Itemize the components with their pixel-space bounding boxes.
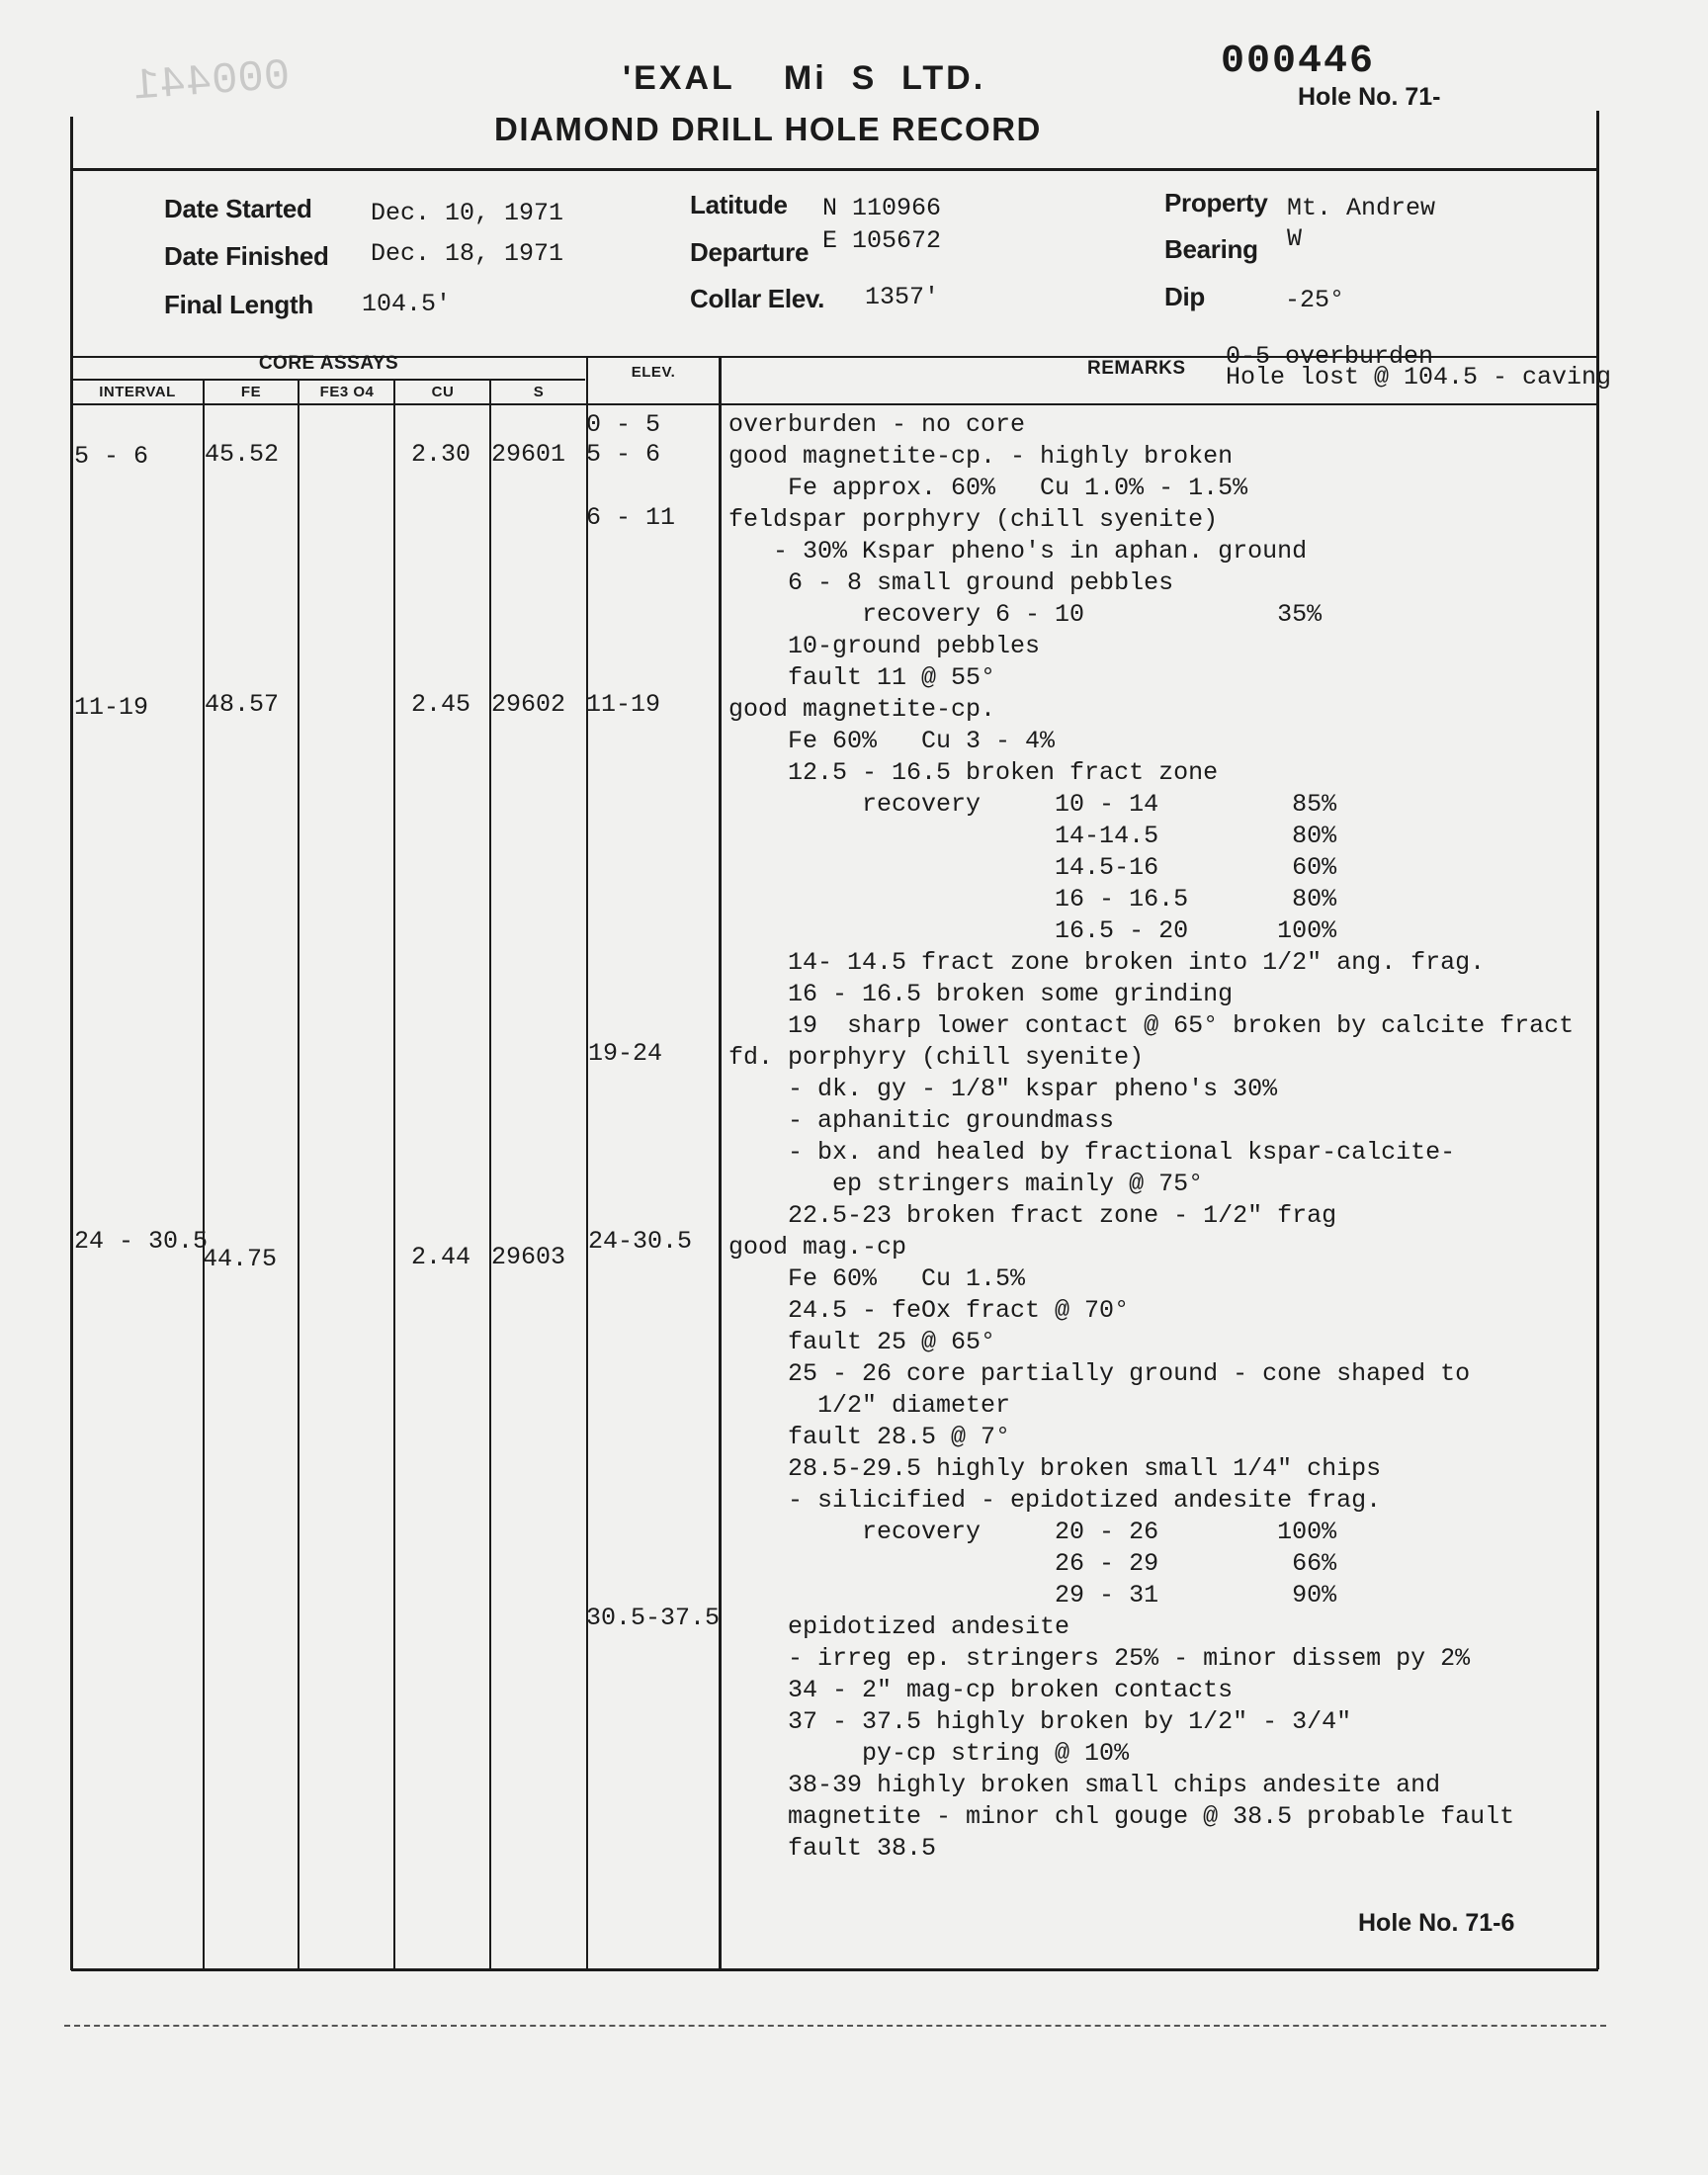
date-finished-value: Dec. 18, 1971 (371, 239, 564, 268)
final-length-value: 104.5' (362, 290, 452, 318)
remarks-line: 14- 14.5 fract zone broken into 1/2" ang. frag. (728, 948, 1486, 977)
cu-column-header: CU (431, 384, 455, 400)
divider-interval-fe (203, 381, 205, 1968)
remarks-line: 34 - 2" mag-cp broken contacts (728, 1676, 1234, 1704)
elevation-cell: 19-24 (588, 1039, 663, 1068)
divider-fe3o4-cu (393, 381, 395, 1968)
elevation-cell: 6 - 11 (586, 503, 676, 532)
remarks-line: 14.5-16 60% (728, 853, 1337, 882)
hole-number-footer: Hole No. 71-6 (1358, 1909, 1515, 1937)
remarks-line: fault 25 @ 65° (728, 1328, 996, 1356)
core-assays-rule (71, 379, 585, 381)
remarks-line: 28.5-29.5 highly broken small 1/4" chips (728, 1454, 1382, 1483)
cu-cell: 2.30 (411, 440, 471, 469)
fe-cell: 44.75 (203, 1245, 278, 1273)
core-assays-heading: CORE ASSAYS (258, 353, 399, 374)
remarks-line: fault 28.5 @ 7° (728, 1423, 1011, 1451)
column-header-rule (71, 403, 1598, 405)
elev-column-header: ELEV. (631, 364, 676, 381)
s-cell: 29603 (491, 1243, 566, 1271)
remarks-line: ep stringers mainly @ 75° (728, 1170, 1204, 1198)
remarks-line: 14-14.5 80% (728, 822, 1337, 850)
remarks-line: 16 - 16.5 broken some grinding (728, 980, 1234, 1008)
remarks-line: fault 11 @ 55° (728, 663, 996, 692)
collar-elevation-label: Collar Elev. (690, 284, 825, 313)
dip-value: -25° (1285, 286, 1345, 314)
elevation-cell: 24-30.5 (588, 1227, 693, 1256)
elevation-cell: 0 - 5 (586, 410, 661, 439)
s-column-header: S (533, 384, 545, 400)
cu-cell: 2.44 (411, 1243, 471, 1271)
divider-fe-fe3o4 (298, 381, 299, 1968)
remarks-line: fd. porphyry (chill syenite) (728, 1043, 1145, 1072)
remarks-line: recovery 10 - 14 85% (728, 790, 1337, 819)
interval-column-header: INTERVAL (99, 384, 176, 400)
s-cell: 29601 (491, 440, 566, 469)
remarks-line: overburden - no core (728, 410, 1026, 439)
cu-cell: 2.45 (411, 690, 471, 719)
faint-doc-number: 000441 (131, 51, 292, 113)
interval-cell: 24 - 30.5 (74, 1227, 209, 1256)
date-started-label: Date Started (164, 194, 312, 223)
s-cell: 29602 (491, 690, 566, 719)
fe-column-header: FE (240, 384, 262, 400)
remarks-line: - aphanitic groundmass (728, 1106, 1115, 1135)
latitude-label: Latitude (690, 190, 788, 219)
header-rule (71, 168, 1598, 171)
divider-elev-remarks (719, 356, 722, 1968)
remarks-line: - dk. gy - 1/8" kspar pheno's 30% (728, 1075, 1278, 1103)
remarks-line: magnetite - minor chl gouge @ 38.5 probable fault (728, 1802, 1515, 1831)
remarks-line: 22.5-23 broken fract zone - 1/2" frag (728, 1201, 1337, 1230)
hole-number-header: Hole No. 71- (1298, 83, 1441, 111)
interval-cell: 11-19 (74, 693, 149, 722)
remarks-line: 25 - 26 core partially ground - cone shaped to (728, 1359, 1471, 1388)
remarks-line: 29 - 31 90% (728, 1581, 1337, 1610)
interval-cell: 5 - 6 (74, 442, 149, 471)
frame-bottom (71, 1968, 1598, 1971)
remarks-line: recovery 20 - 26 100% (728, 1518, 1337, 1546)
remarks-line: - silicified - epidotized andesite frag. (728, 1486, 1382, 1515)
divider-s-elev (586, 356, 588, 1968)
elevation-cell: 5 - 6 (586, 440, 661, 469)
elevation-cell: 11-19 (586, 690, 661, 719)
remarks-line: 26 - 29 66% (728, 1549, 1337, 1578)
remarks-line: Fe 60% Cu 3 - 4% (728, 727, 1056, 755)
remarks-column-header: REMARKS (1087, 358, 1186, 379)
date-finished-label: Date Finished (164, 241, 329, 271)
dip-label: Dip (1164, 282, 1205, 311)
property-value: Mt. Andrew (1287, 194, 1436, 222)
remarks-line: 12.5 - 16.5 broken fract zone (728, 758, 1219, 787)
remarks-line: 38-39 highly broken small chips andesite and (728, 1771, 1441, 1799)
remarks-line: 16 - 16.5 80% (728, 885, 1337, 914)
remarks-line: fault 38.5 (728, 1834, 937, 1863)
property-label: Property (1164, 188, 1268, 218)
company-name: 'EXAL Mi S LTD. (623, 59, 986, 97)
fe-cell: 45.52 (205, 440, 280, 469)
collar-elevation-value: 1357' (865, 283, 940, 311)
bottom-dashed-rule (64, 2025, 1606, 2027)
departure-value: E 105672 (822, 226, 942, 255)
divider-cu-s (489, 381, 491, 1968)
remarks-line: good magnetite-cp. (728, 695, 996, 724)
bearing-label: Bearing (1164, 234, 1258, 264)
remarks-line: 10-ground pebbles (728, 632, 1041, 660)
remarks-line: - 30% Kspar pheno's in aphan. ground (728, 537, 1308, 566)
remarks-line: Fe 60% Cu 1.5% (728, 1264, 1026, 1293)
remarks-note-overburden: 0-5 overburden (1226, 342, 1434, 371)
remarks-line: 6 - 8 small ground pebbles (728, 568, 1174, 597)
date-started-value: Dec. 10, 1971 (371, 199, 564, 227)
latitude-value: N 110966 (822, 194, 942, 222)
remarks-line: 19 sharp lower contact @ 65° broken by calcite fract (728, 1011, 1575, 1040)
remarks-note-hole-lost: Hole lost @ 104.5 - caving (1226, 363, 1612, 392)
departure-label: Departure (690, 237, 810, 267)
remarks-line: good magnetite-cp. - highly broken (728, 442, 1234, 471)
document-title: DIAMOND DRILL HOLE RECORD (494, 111, 1042, 147)
remarks-line: epidotized andesite (728, 1612, 1070, 1641)
remarks-line: - bx. and healed by fractional kspar-calcite- (728, 1138, 1456, 1167)
remarks-line: py-cp string @ 10% (728, 1739, 1130, 1768)
document-number: 000446 (1221, 40, 1376, 84)
remarks-line: good mag.-cp (728, 1233, 907, 1262)
fe-cell: 48.57 (205, 690, 280, 719)
bearing-value: W (1287, 224, 1303, 253)
elevation-cell: 30.5-37.5 (586, 1604, 721, 1632)
remarks-line: 24.5 - feOx fract @ 70° (728, 1296, 1130, 1325)
remarks-line: feldspar porphyry (chill syenite) (728, 505, 1219, 534)
remarks-line: 37 - 37.5 highly broken by 1/2" - 3/4" (728, 1707, 1352, 1736)
remarks-line: - irreg ep. stringers 25% - minor dissem py 2% (728, 1644, 1471, 1673)
remarks-line: 1/2" diameter (728, 1391, 1011, 1420)
remarks-line: recovery 6 - 10 35% (728, 600, 1323, 629)
remarks-line: Fe approx. 60% Cu 1.0% - 1.5% (728, 474, 1248, 502)
final-length-label: Final Length (164, 290, 313, 319)
remarks-line: 16.5 - 20 100% (728, 916, 1337, 945)
fe3o4-column-header: FE3 O4 (319, 384, 375, 400)
